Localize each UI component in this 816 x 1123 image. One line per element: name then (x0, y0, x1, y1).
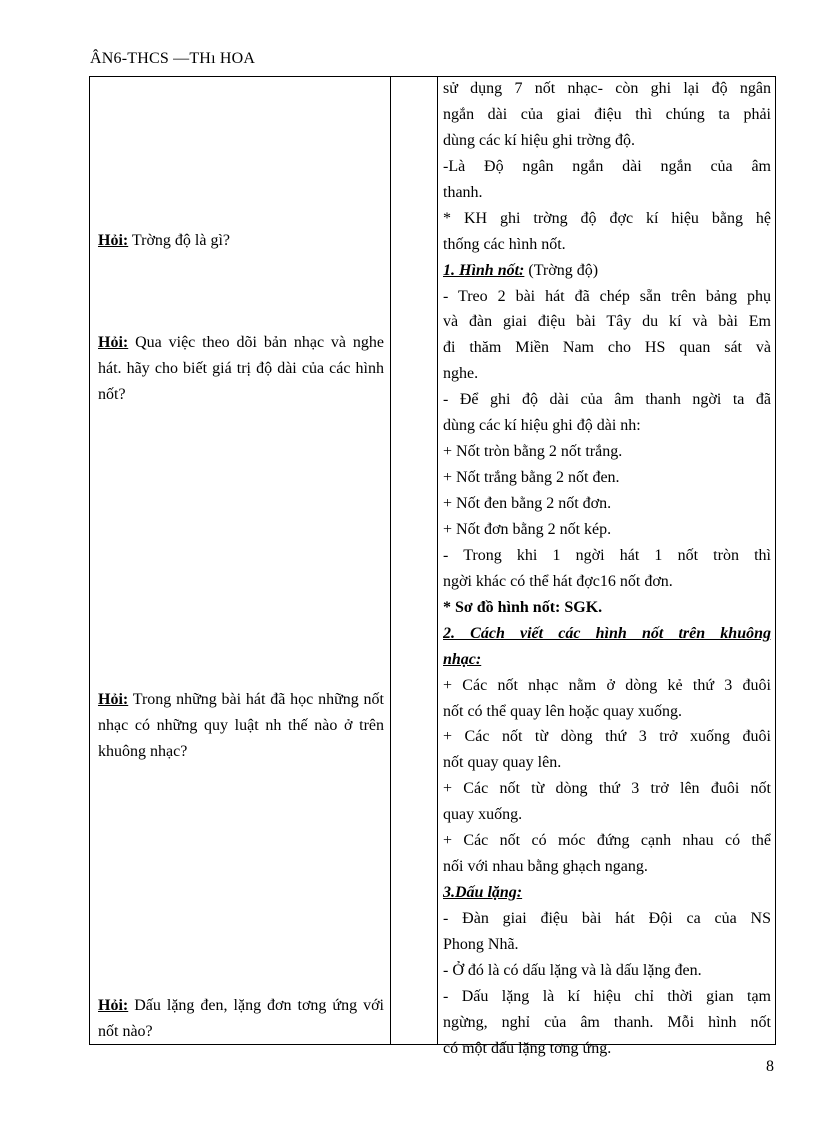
question-text: Trờng độ là gì? (128, 232, 231, 249)
section-heading-note: (Trờng độ) (528, 261, 599, 279)
content-line: nốt quay quay lên. (443, 754, 562, 772)
content-line: -Là Độ ngân ngắn dài ngắn của âm (443, 157, 771, 175)
content-line: + Các nốt từ dòng thứ 3 trở xuống đuôi (443, 728, 771, 746)
question-1 (98, 228, 384, 254)
content-line: quay xuống. (443, 806, 523, 824)
content-line: - Treo 2 bài hát đã chép sẵn trên bảng phụ (443, 287, 771, 305)
content-line: + Các nốt có móc đứng cạnh nhau có thể (443, 832, 771, 850)
section-heading-cach-viet: 2. Cách viết các hình nốt trên khuông (443, 624, 771, 642)
question-2 (98, 330, 384, 408)
question-text: Dấu lặng đen, lặng đơn tơng ứng với nốt nào? (98, 997, 384, 1040)
page-header: ÂN6-THCS —THı HOA (90, 50, 256, 67)
content-line: ngắn dài của giai điệu thì chúng ta phải (443, 105, 771, 123)
question-text: Trong những bài hát đã học những nốt nhạc có những quy luật nh thế nào ở trên khuông nhạc? (98, 691, 384, 760)
content-line: nối với nhau bằng ghạch ngang. (443, 858, 648, 876)
question-3 (98, 687, 384, 765)
content-line: nốt có thể quay lên hoặc quay xuống. (443, 702, 683, 720)
content-line: + Các nốt từ dòng thứ 3 trở lên đuôi nốt (443, 780, 771, 798)
content-line: ngời khác có thể hát đợc16 nốt đơn. (443, 572, 673, 590)
content-line: + Nốt đơn bằng 2 nốt kép. (443, 520, 612, 538)
content-line: - Dấu lặng là kí hiệu chỉ thời gian tạm (443, 987, 771, 1005)
content-line: có một dấu lặng tơng ứng. (443, 1039, 612, 1057)
content-line: + Nốt tròn bằng 2 nốt trắng. (443, 443, 623, 461)
section-heading-hinh-not (443, 258, 771, 284)
column-divider (437, 76, 438, 1045)
content-line: thanh. (443, 183, 483, 201)
column-divider (390, 76, 391, 1045)
page-number: 8 (766, 1058, 774, 1075)
content-line: * KH ghi trờng độ đợc kí hiệu bằng hệ (443, 209, 771, 227)
content-line: - Ở đó là có dấu lặng và là dấu lặng đen. (443, 961, 702, 979)
question-label: Hỏi: (98, 232, 129, 249)
content-line: sử dụng 7 nốt nhạc- còn ghi lại độ ngân (443, 80, 771, 97)
content-line: + Các nốt nhạc nằm ở dòng kẻ thứ 3 đuôi (443, 676, 771, 694)
question-label: Hỏi: (98, 334, 129, 351)
content-line: + Nốt đen bằng 2 nốt đơn. (443, 495, 612, 512)
question-4 (98, 993, 384, 1045)
content-line: Phong Nhã. (443, 935, 519, 953)
content-line: nghe. (443, 365, 479, 383)
section-heading-dau-lang: 3.Dấu lặng: (443, 884, 523, 902)
question-label: Hỏi: (98, 691, 129, 708)
content-line: dùng các kí hiệu ghi trờng độ. (443, 131, 635, 149)
section-heading-label: 1. Hình nốt: (443, 261, 525, 279)
content-line: dùng các kí hiệu ghi độ dài nh: (443, 417, 641, 435)
content-line: và đàn giai điệu bài Tây du kí và bài Em (443, 313, 771, 331)
question-label: Hỏi: (98, 997, 129, 1014)
section-heading-cach-viet-cont: nhạc: (443, 650, 482, 668)
content-line: - Đàn giai điệu bài hát Đội ca của NS (443, 910, 771, 927)
content-line: * Sơ đồ hình nốt: SGK. (443, 598, 603, 616)
content-line: - Trong khi 1 ngời hát 1 nốt tròn thì (443, 546, 771, 564)
content-line: thống các hình nốt. (443, 235, 566, 253)
content-line: đi thăm Miền Nam cho HS quan sát và (443, 339, 771, 357)
lesson-content (443, 76, 771, 1062)
question-text: Qua việc theo dõi bản nhạc và nghe hát. hãy cho biết giá trị độ dài của các hình nốt? (98, 334, 384, 403)
content-line: - Để ghi độ dài của âm thanh ngời ta đã (443, 391, 771, 409)
content-line: ngừng, nghỉ của âm thanh. Mỗi hình nốt (443, 1013, 771, 1031)
content-line: + Nốt trắng bằng 2 nốt đen. (443, 469, 620, 487)
